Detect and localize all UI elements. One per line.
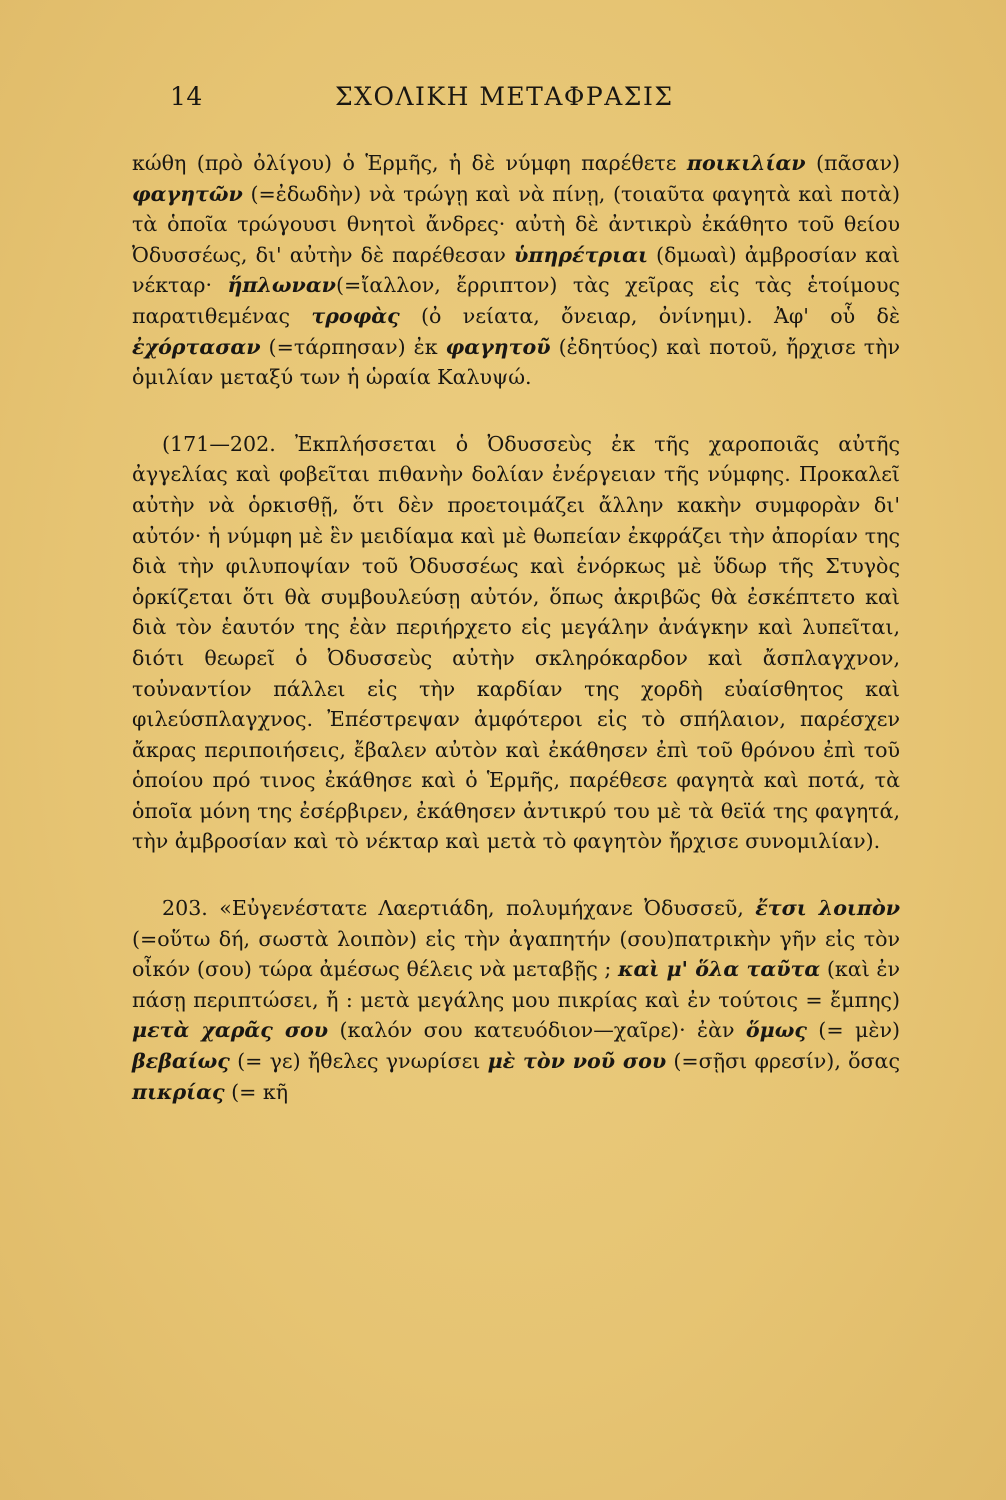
text-run: (171—202. Ἐκπλήσσεται ὁ Ὀδυσσεὺς ἐκ τῆς χαροποιᾶς αὐτῆς ἀγγελίας καὶ φοβεῖται πιθανὴν δολίαν ἐνέργειαν τῆς νύμφης. Προκαλεῖ αὐτὴν νὰ ὁρκισθῇ, ὅτι δὲν προετοιμάζει ἄλλην κακὴν συμφορὰν δι' αὐτόν· ἡ νύμφη μὲ ἓν μειδίαμα καὶ μὲ θωπείαν ἐκφράζει τὴν ἀπορίαν της διὰ τὴν φιλυποψίαν τοῦ Ὀδυσσέως καὶ ἐνόρκως μὲ ὕδωρ τῆς Στυγὸς ὁρκίζεται ὅτι θὰ συμβουλεύσῃ αὐτόν, ὅπως ἀκριβῶς θὰ ἐσκέπτετο καὶ διὰ τὸν ἑαυτόν της ἐὰν περιήρχετο εἰς μεγάλην ἀνάγκην καὶ λυπεῖται, διότι θεωρεῖ ὁ Ὀδυσσεὺς αὐτὴν σκληρόκαρδον καὶ ἄσπλαγχνον, τοὐναντίον πάλλει εἰς τὴν καρδίαν της χορδὴ εὐαίσθητος καὶ φιλεύσπλαγχνος. Ἐπέστρεψαν ἀμφότεροι εἰς τὸ σπήλαιον, παρέσχεν ἄκρας περιποιήσεις, ἔβαλεν αὐτὸν καὶ ἐκάθησεν ἐπὶ τοῦ θρόνου ἐπὶ τοῦ ὁποίου πρό τινος ἐκάθησε καὶ ὁ Ἑρμῆς, παρέθεσε φαγητὰ καὶ ποτά, τὰ ὁποῖα μόνη της ἐσέρβιρεν, ἐκάθησεν ἀντικρύ του μὲ τὰ θεϊά της φαγητά, τὴν ἀμβροσίαν καὶ τὸ νέκταρ καὶ μετὰ τὸ φαγητὸν ἤρχισε συνομιλίαν). [132,431,900,854]
text-run: (=ἐδωδὴν) νὰ τρώγῃ καὶ νὰ πίνῃ, (τοιαῦτα φαγητὰ καὶ ποτὰ) τὰ ὁποῖα τρώγουσι θνητοὶ ἄνδρες· αὐτὴ δὲ ἀντικρὺ ἐκάθητο τοῦ θείου Ὀδυσσέως, δι' αὐτὴν δὲ παρέθεσαν [132,181,900,267]
key-term: τροφὰς [311,303,400,328]
text-run: (=τάρπησαν) ἐκ [260,334,446,359]
key-term: ὅμως [745,1018,807,1043]
text-run: (καὶ ἐν πάσῃ περιπτώσει, ἤ : μετὰ μεγάλης μου πικρίας καὶ ἐν τούτοις = ἔμπης) [132,957,900,1012]
key-term: καὶ μ' ὅλα ταῦτα [618,957,821,982]
text-run: (ὀ νείατα, ὄνειαρ, ὀνίνημι). Ἀφ' οὗ δὲ [399,303,900,328]
text-run: (=οὕτω δή, σωστὰ λοιπὸν) εἰς τὴν ἀγαπητήν (σου)πατρικὴν γῆν εἰς τὸν οἶκόν (σου) τώρα ἀμέσως θέλεις νὰ μεταβῇς ; [132,926,900,982]
paragraph-2-summary [132,429,900,857]
key-term: ποικιλίαν [686,151,806,175]
text-run: (ἐδητύος) καὶ ποτοῦ, ἤρχισε τὴν ὁμιλίαν μεταξύ των ἡ ὡραία Καλυψώ. [132,334,900,390]
page-body [132,148,900,1107]
running-title: ΣΧΟΛΙΚΗ ΜΕΤΑΦΡΑΣΙΣ [335,82,674,111]
key-term: βεβαίως [132,1049,230,1074]
key-term: φαγητῶν [132,181,243,206]
text-run: (=σῇσι φρεσίν), ὅσας [666,1049,900,1074]
key-term: μὲ τὸν νοῦ σου [487,1049,667,1074]
key-term: πικρίας [132,1079,225,1104]
text-run: (καλόν σου κατευόδιον—χαῖρε)· ἐὰν [328,1018,746,1043]
key-term: ἐχόρτασαν [132,334,261,359]
text-run: κώθη (πρὸ ὀλίγου) ὁ Ἑρμῆς, ἡ δὲ νύμφη παρέθετε [132,151,687,175]
key-term: μετὰ χαρᾶς σου [132,1018,329,1043]
text-run: 203. «Εὐγενέστατε Λαερτιάδη, πολυμήχανε Ὀδυσσεῦ, [162,896,756,921]
text-run: (=ἴαλλον, ἔρριπτον) τὰς χεῖρας εἰς τὰς ἑτοίμους παρατιθεμένας [132,273,900,328]
text-run: (πᾶσαν) [805,151,900,175]
text-run: (= γε) ἤθελες γνωρίσει [229,1049,488,1074]
key-term: ὑπηρέτριαι [514,242,648,267]
key-term: ἔτσι λοιπὸν [755,896,900,921]
key-term: ἥπλωναν [227,273,336,298]
text-run: (δμωαὶ) ἀμβροσίαν καὶ νέκταρ· [132,242,900,298]
paragraph-1 [132,148,900,393]
page-header [170,82,900,122]
text-run: (= κῆ [224,1079,289,1104]
key-term: φαγητοῦ [445,334,551,359]
paragraph-3 [132,893,900,1107]
page-number: 14 [170,82,203,111]
text-run: (= μὲν) [806,1018,900,1043]
